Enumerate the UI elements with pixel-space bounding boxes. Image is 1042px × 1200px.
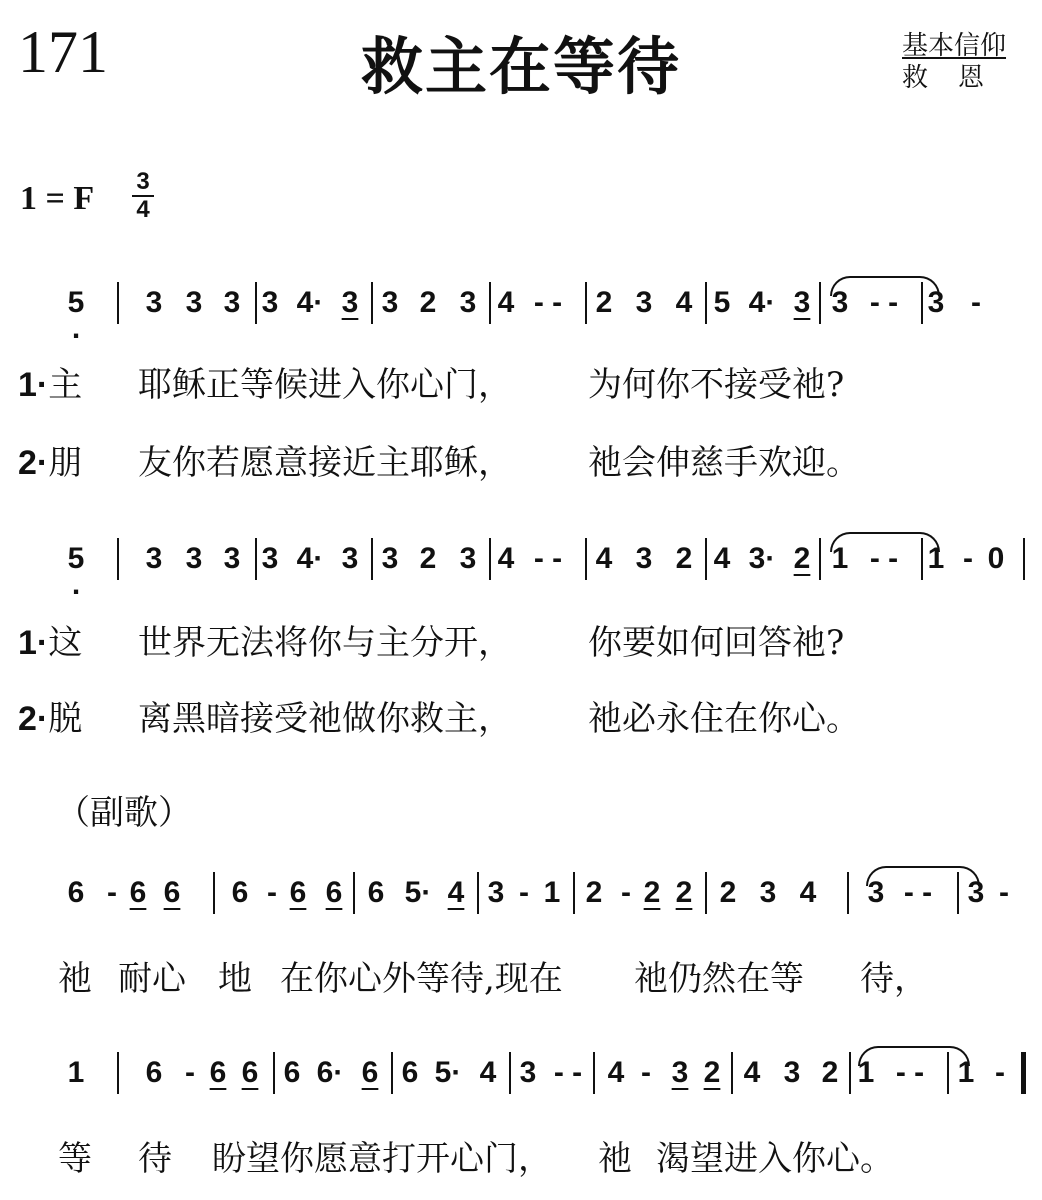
lyric-first-char: 这: [48, 623, 83, 663]
barline: [273, 1052, 275, 1094]
dash-extension: -: [999, 876, 1009, 909]
lyric-first-char: 主: [48, 365, 83, 405]
dash-extension: -: [963, 542, 973, 575]
lyric-verse1-line1-tail: 为何你不接受祂?: [588, 365, 845, 405]
dash-extension: -: [621, 876, 631, 909]
note: 4: [713, 542, 731, 575]
lyric-verse2-line1-tail: 祂会伸慈手欢迎。: [588, 443, 860, 483]
note: 3: [635, 286, 653, 319]
note: 3: [145, 542, 163, 575]
note: 6: [367, 876, 385, 909]
note: 6: [163, 876, 181, 909]
note: 3: [223, 286, 241, 319]
key-signature: 1 = F: [20, 180, 95, 217]
note: 3: [341, 542, 359, 575]
hymn-title: 救主在等待: [360, 30, 681, 103]
note: 2: [703, 1056, 721, 1089]
note: 3: [831, 286, 849, 319]
lyric-segment: 耐心: [118, 959, 186, 999]
verse-number: 1·: [18, 624, 49, 662]
lyric-verse2-line2-tail: 祂必永住在你心。: [588, 699, 860, 739]
lyric-verse1-line1: [18, 365, 83, 405]
note: 1: [543, 876, 561, 909]
note: 2: [821, 1056, 839, 1089]
note: 3: [381, 286, 399, 319]
hymn-number: 171: [18, 19, 108, 85]
barline: [819, 282, 821, 324]
note: 4: [447, 876, 465, 909]
note: 4·: [296, 542, 324, 575]
note: 3: [759, 876, 777, 909]
note: 3: [185, 286, 203, 319]
time-signature: [130, 170, 156, 222]
note: 2: [585, 876, 603, 909]
barline: [573, 872, 575, 914]
note: 6: [289, 876, 307, 909]
note: 2: [595, 286, 613, 319]
dash-extension: - -: [869, 542, 899, 575]
note: 3: [459, 286, 477, 319]
note: 3: [487, 876, 505, 909]
tie-arc: [858, 1046, 970, 1066]
barline: [489, 538, 491, 580]
lyric-segment: 祂: [598, 1139, 632, 1179]
note: 5 .: [68, 544, 85, 574]
lyric-segment: 待，: [860, 959, 928, 999]
dash-extension: -: [107, 876, 117, 909]
barline: [477, 872, 479, 914]
note: 4·: [296, 286, 324, 319]
note: 6·: [316, 1056, 344, 1089]
lyric-first-char: 朋: [48, 443, 83, 483]
note: 2: [675, 542, 693, 575]
lyric-segment: 在你心外等待,现在: [280, 959, 563, 999]
refrain-lyric-line1: [0, 959, 1042, 1002]
note: 2: [419, 286, 437, 319]
note: 2: [419, 542, 437, 575]
dash-extension: -: [519, 876, 529, 909]
notation-row-4: [0, 1058, 1042, 1098]
barline: [117, 538, 119, 580]
note: 4·: [748, 286, 776, 319]
note: 2: [643, 876, 661, 909]
note: 5 .: [68, 288, 85, 318]
barline: [371, 538, 373, 580]
tie-arc: [830, 532, 940, 552]
note: 5·: [404, 876, 432, 909]
note: 2: [675, 876, 693, 909]
barline: [509, 1052, 511, 1094]
note: 3: [261, 542, 279, 575]
note: 6: [401, 1056, 419, 1089]
lyric-segment: 待: [138, 1139, 172, 1179]
note: 4: [607, 1056, 625, 1089]
note: 1: [831, 542, 849, 575]
barline: [489, 282, 491, 324]
note: 6: [145, 1056, 163, 1089]
dash-extension: - -: [553, 1056, 583, 1089]
note: 3: [635, 542, 653, 575]
note: 2: [719, 876, 737, 909]
refrain-lyric-line2: [0, 1139, 1042, 1182]
note: 4: [595, 542, 613, 575]
barline: [255, 282, 257, 324]
note: 5·: [434, 1056, 462, 1089]
notation-row-3: [0, 878, 1042, 918]
barline: [847, 872, 849, 914]
lyric-segment: 等: [58, 1139, 92, 1179]
category-sub: 救恩: [902, 63, 1015, 93]
dash-extension: - -: [869, 286, 899, 319]
note: 3: [185, 542, 203, 575]
dash-extension: -: [267, 876, 277, 909]
lyric-verse1-line2: [18, 623, 83, 663]
tie-arc: [830, 276, 940, 296]
barline: [371, 282, 373, 324]
lyric-verse2-line1: [18, 443, 83, 483]
note: 6: [361, 1056, 379, 1089]
barline: [117, 282, 119, 324]
note: 3: [793, 286, 811, 319]
lyric-verse2-line2-main: 离黑暗接受祂做你救主，: [138, 699, 512, 739]
verse-number: 2·: [18, 700, 49, 738]
note: 3: [927, 286, 945, 319]
dash-extension: - -: [533, 542, 563, 575]
lyric-segment: 盼望你愿意打开心门，: [212, 1139, 552, 1179]
note: 3: [381, 542, 399, 575]
note: 1: [857, 1056, 875, 1089]
refrain-label: （副歌）: [56, 793, 192, 833]
barline: [117, 1052, 119, 1094]
barline: [593, 1052, 595, 1094]
dash-extension: - -: [533, 286, 563, 319]
note: 6: [231, 876, 249, 909]
barline: [353, 872, 355, 914]
note: 4: [497, 542, 515, 575]
note: 6: [241, 1056, 259, 1089]
barline: [585, 282, 587, 324]
note: 5: [713, 286, 731, 319]
time-signature-top: 3: [136, 168, 150, 195]
barline: [585, 538, 587, 580]
note: 4: [497, 286, 515, 319]
note: 3: [783, 1056, 801, 1089]
notation-row-1: [0, 288, 1042, 328]
note: 6: [325, 876, 343, 909]
category-main: 基本信仰: [902, 31, 1007, 61]
barline: [255, 538, 257, 580]
note: 4: [675, 286, 693, 319]
barline: [849, 1052, 851, 1094]
note: 3: [223, 542, 241, 575]
dash-extension: - -: [903, 876, 933, 909]
dash-extension: -: [641, 1056, 651, 1089]
lyric-verse1-line2-tail: 你要如何回答祂?: [588, 623, 845, 663]
note: 6: [67, 876, 85, 909]
note: 3: [671, 1056, 689, 1089]
note: 4: [799, 876, 817, 909]
barline: [731, 1052, 733, 1094]
barline: [705, 282, 707, 324]
verse-number: 2·: [18, 444, 49, 482]
dash-extension: -: [971, 286, 981, 319]
note: 3: [967, 876, 985, 909]
lyric-segment: 祂仍然在等: [634, 959, 804, 999]
lyric-segment: 渴望进入你心。: [656, 1139, 894, 1179]
barline: [705, 538, 707, 580]
lyric-verse2-line2: [18, 699, 83, 739]
note: 3: [341, 286, 359, 319]
category-label: [902, 30, 1014, 94]
note: 3: [519, 1056, 537, 1089]
note: 6: [129, 876, 147, 909]
lyric-segment: 地: [218, 959, 252, 999]
barline: [391, 1052, 393, 1094]
lyric-verse1-line2-main: 世界无法将你与主分开，: [138, 623, 512, 663]
note: 3: [145, 286, 163, 319]
note: 4: [479, 1056, 497, 1089]
dash-extension: - -: [895, 1056, 925, 1089]
lyric-first-char: 脱: [48, 699, 83, 739]
lyric-verse1-line1-main: 耶稣正等候进入你心门，: [138, 365, 512, 405]
lyric-segment: 祂: [58, 959, 92, 999]
verse-number: 1·: [18, 366, 49, 404]
note: 3: [459, 542, 477, 575]
note: 3: [867, 876, 885, 909]
dash-extension: -: [185, 1056, 195, 1089]
barline: [705, 872, 707, 914]
note: 0: [987, 542, 1005, 575]
barline: [1023, 538, 1025, 580]
notation-row-2: [0, 544, 1042, 584]
note: 1: [927, 542, 945, 575]
note: 2: [793, 542, 811, 575]
note: 1: [957, 1056, 975, 1089]
note: 4: [743, 1056, 761, 1089]
note: 1: [67, 1056, 85, 1089]
lyric-verse2-line1-main: 友你若愿意接近主耶稣，: [138, 443, 512, 483]
note: 6: [283, 1056, 301, 1089]
note: 3: [261, 286, 279, 319]
time-signature-bottom: 4: [136, 196, 150, 223]
note: 3·: [748, 542, 776, 575]
barline: [213, 872, 215, 914]
tie-arc: [866, 866, 980, 886]
barline: [819, 538, 821, 580]
final-barline: [1021, 1052, 1026, 1094]
note: 6: [209, 1056, 227, 1089]
dash-extension: -: [995, 1056, 1005, 1089]
